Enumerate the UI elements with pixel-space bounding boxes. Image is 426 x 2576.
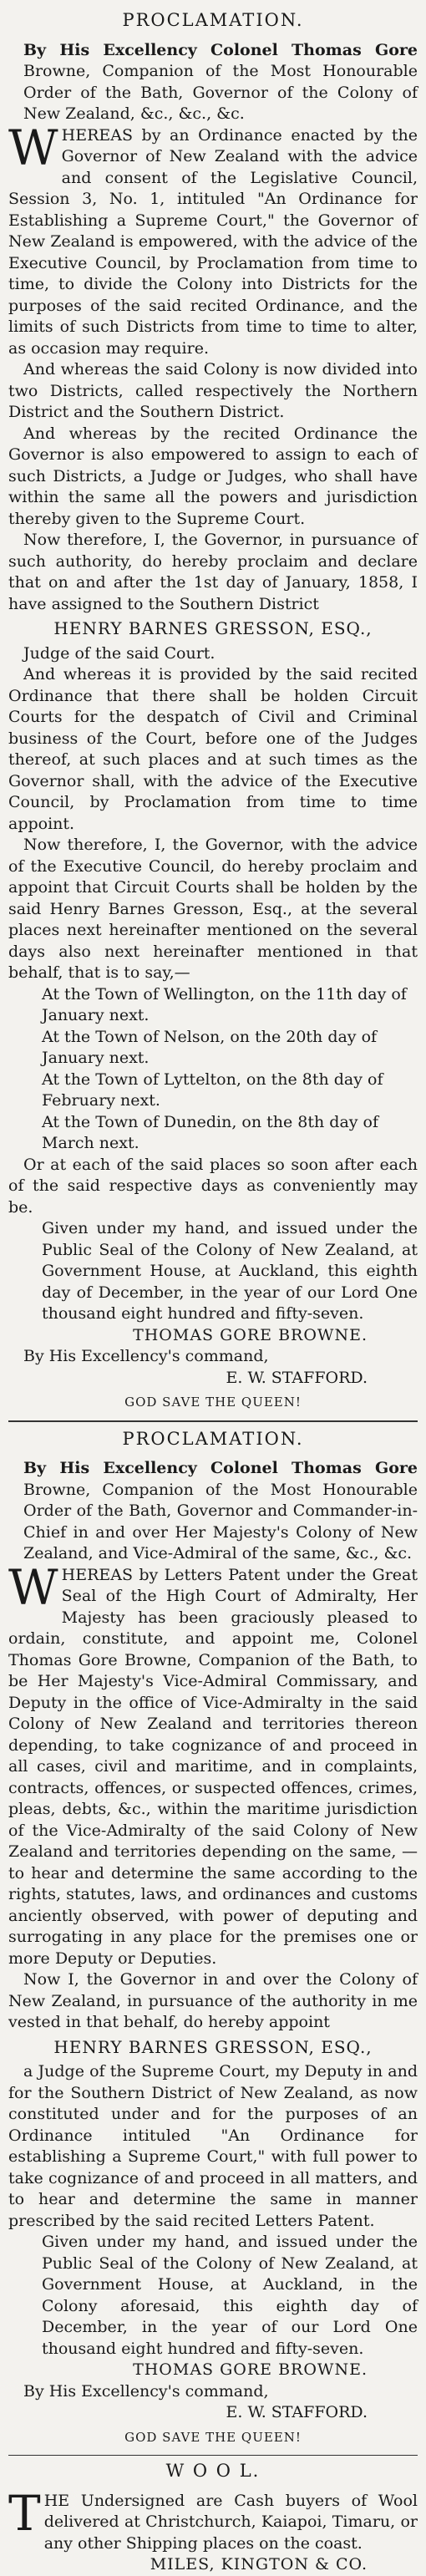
section-divider	[8, 2455, 418, 2456]
wool-signature: MILES, KINGTON & CO.	[150, 2555, 368, 2573]
circuit-schedule	[8, 984, 418, 1155]
schedule-item: At the Town of Nelson, on the 20th day of January next.	[42, 1027, 378, 1067]
proclamation-vice-admiralty	[8, 1429, 418, 2449]
by-command: By His Excellency's command,	[23, 1347, 269, 1365]
proclamation-heading: PROCLAMATION.	[122, 1428, 304, 1449]
intro-lead: By His Excellency Colonel Thomas Gore	[23, 1459, 418, 1477]
section-divider	[8, 1420, 418, 1422]
whereas-paragraph	[8, 1558, 418, 1970]
proclamation-intro	[8, 40, 418, 125]
god-save-the-queen: GOD SAVE THE QUEEN!	[124, 1395, 302, 1410]
paragraph-convenience: Or at each of the said places so soon after each of the said respective days as conveniently may be.	[8, 1155, 418, 1217]
wool-heading: W O O L.	[165, 2461, 261, 2481]
whereas-paragraph	[8, 119, 418, 360]
paragraph-deputy: a Judge of the Supreme Court, my Deputy in and for the Southern District of New Zealand, as now constituted under and for the purposes of an Ordinance intituled "An Ordinance for establishing a Supreme Court," with full power to take cognizance of and proceed in all matters, and to hear and determine the same in manner prescribed by the said recited Letters Patent.	[8, 2062, 418, 2230]
intro-rest: Browne, Companion of the Most Honourable Order of the Bath, Governor of the Colony of New Zealand, &c., &c., &c.	[23, 62, 418, 123]
schedule-item: At the Town of Dunedin, on the 8th day of March next.	[42, 1112, 379, 1152]
given-under-hand: Given under my hand, and issued under the Public Seal of the Colony of New Zealand, at Government House, at Auckland, in the Colony aforesaid, this eighth day of December, in the year of our Lord One thousand eight hundred and fifty-seven.	[42, 2233, 418, 2358]
secretary-signature: E. W. STAFFORD.	[226, 1368, 368, 1387]
judge-title: Judge of the said Court.	[23, 643, 216, 663]
by-command: By His Excellency's command,	[23, 2381, 269, 2401]
schedule-item: At the Town of Lyttelton, on the 8th day of February next.	[42, 1070, 383, 1110]
paragraph-assignment: Now therefore, I, the Governor, in pursuance of such authority, do hereby proclaim and declare that on and after the 1st day of January, 1858, I have assigned to the Southern District	[8, 531, 418, 613]
paragraph-judges: And whereas by the recited Ordinance the Governor is also empowered to assign to each of such Districts, a Judge or Judges, who shall have within the same all the powers and jurisdiction thereby given to the Supreme Court.	[8, 424, 418, 528]
given-under-hand: Given under my hand, and issued under the Public Seal of the Colony of New Zealand, at Government House, at Auckland, this eighth day of December, in the year of our Lord One thousand eight hundred and fifty-seven.	[42, 1219, 418, 1323]
whereas-text: HEREAS by Letters Patent under the Great Seal of the High Court of Admiralty, Her Majesty has been graciously pleased to ordain, constitute, and appoint me, Colonel Thomas Gore Browne, Companion of the Bath, to be Her Majesty's Vice-Admiral Commissary, and Deputy in the office of Vice-Admiralty in the said Colony of New Zealand and territories thereon depending, to take cognizance of and proceed in all cases, civil and maritime, and in complaints, contracts, offences, or suspected offences, crimes, pleas, debts, &c., within the maritime jurisdiction of the Vice-Admiralty of the said Colony of New Zealand and territories depending on the same, —to hear and determine the same according to the rights, statutes, laws, and ordinances and customs anciently observed, with power of deputing and surrogating in any place for the premises one or more Deputy or Deputies.	[8, 1565, 418, 1968]
intro-rest: Browne, Companion of the Most Honourable Order of the Bath, Governor and Commander-in-Chief in and over Her Majesty's Colony of New Zealand, and Vice-Admiral of the same, &c., &c.	[23, 1480, 418, 1562]
wool-text: HE Undersigned are Cash buyers of Wool delivered at Christchurch, Kaiapoi, Timaru, or any other Shipping places on the coast.	[43, 2491, 418, 2553]
wool-advertisement	[8, 2461, 418, 2576]
governor-signature: THOMAS GORE BROWNE.	[133, 2360, 368, 2379]
governor-signature: THOMAS GORE BROWNE.	[133, 1325, 368, 1344]
paragraph-appointment: Now I, the Governor in and over the Colony of New Zealand, in pursuance of the authority in me vested in that behalf, do hereby appoint	[8, 1970, 418, 2031]
proclamation-intro	[8, 1458, 418, 1565]
proclamation-supreme-court-districts	[8, 10, 418, 1414]
intro-lead: By His Excellency Colonel Thomas Gore	[23, 40, 418, 59]
paragraph-appointment: Now therefore, I, the Governor, with the advice of the Executive Council, do hereby proclaim and appoint that Circuit Courts shall be holden by the said Henry Barnes Gresson, Esq., at the several places next hereinafter mentioned on the several days also next hereinafter mentioned in that behalf, that is to say,—	[8, 836, 418, 982]
whereas-text: HEREAS by an Ordinance enacted by the Governor of New Zealand with the advice and consent of the Legislative Council, Session 3, No. 1, intituled "An Ordinance for Establishing a Supreme Court," the Governor of New Zealand is empowered, with the advice of the Executive Council, by Proclamation from time to time, to divide the Colony into Districts for the purposes of the said recited Ordinance, and the limits of such Districts from time to time to alter, as occasion may require.	[8, 125, 418, 358]
wool-body	[8, 2484, 418, 2555]
paragraph-circuit-courts: And whereas it is provided by the said recited Ordinance that there shall be holden Circuit Courts for the despatch of Civil and Criminal business of the Court, before one of the Judges thereof, at such places and at such times as the Governor shall, with the advice of the Executive Council, by Proclamation from time to time appoint.	[8, 665, 418, 833]
judge-name: HENRY BARNES GRESSON, ESQ.,	[53, 618, 373, 638]
paragraph-districts: And whereas the said Colony is now divided into two Districts, called respectively the Northern District and the Southern District.	[8, 360, 418, 421]
schedule-item: At the Town of Wellington, on the 11th day of January next.	[42, 984, 407, 1024]
proclamation-heading: PROCLAMATION.	[122, 10, 304, 30]
drop-cap: W	[8, 119, 58, 176]
drop-cap: T	[8, 2484, 41, 2542]
secretary-signature: E. W. STAFFORD.	[226, 2403, 368, 2421]
judge-name: HENRY BARNES GRESSON, ESQ.,	[53, 2036, 373, 2057]
drop-cap: W	[8, 1558, 58, 1616]
newspaper-column	[8, 0, 418, 2576]
god-save-the-queen: GOD SAVE THE QUEEN!	[124, 2429, 302, 2445]
